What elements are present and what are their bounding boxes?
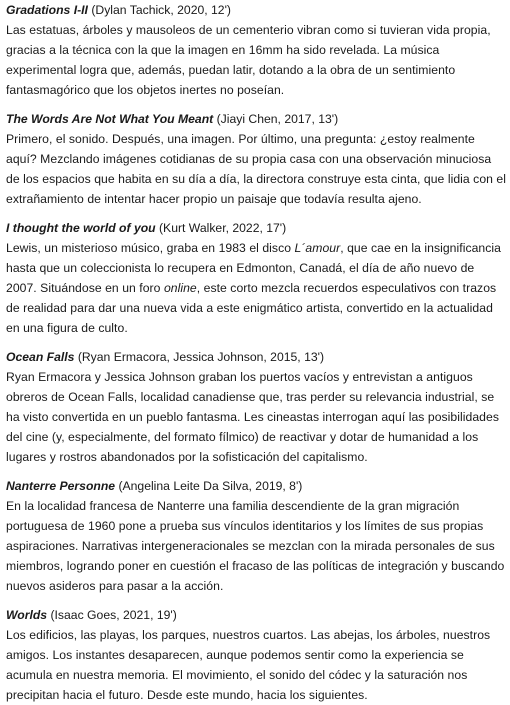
film-entry-nanterre: [6, 478, 506, 596]
film-credit: (Ryan Ermacora, Jessica Johnson, 2015, 13'): [77, 350, 325, 364]
film-heading: [6, 607, 506, 623]
film-credit: (Kurt Walker, 2022, 17'): [159, 221, 287, 235]
film-heading: [6, 111, 506, 127]
film-heading: [6, 349, 506, 365]
film-description: Las estatuas, árboles y mausoleos de un cementerio vibran como si tuvieran vida propia, gracias a la técnica con la que la imagen en 16mm ha sido revelada. La música experimental logra que, además, puedan latir, dotando a la obra de un sentimiento fantasmagórico que los objetos inertes no poseían.: [6, 23, 491, 97]
film-title: Nanterre Personne: [6, 479, 116, 493]
film-title: Ocean Falls: [6, 350, 75, 364]
film-entry-worlds: [6, 607, 506, 705]
film-description: Los edificios, las playas, los parques, nuestros cuartos. Las abejas, los árboles, nuestros amigos. Los instantes desaparecen, aunque podemos sentir como la experiencia se acumula en nuestra memoria. El movimiento, el sonido del códec y la saturación nos precipitan hacia el futuro. Desde este mundo, hacia los siguientes.: [6, 628, 491, 702]
film-entry-i-thought: [6, 220, 506, 338]
film-credit: (Dylan Tachick, 2020, 12'): [91, 3, 231, 17]
description-text: Lewis, un misterioso músico, graba en 1983 el disco: [6, 241, 295, 255]
film-heading: [6, 478, 506, 494]
description-text: , que cae en la insignificancia hasta que un coleccionista lo recupera en Edmonton, Canadá, el día de año nuevo de 2007. Situándose en un foro: [6, 241, 501, 295]
album-title: L´amour: [294, 241, 341, 255]
film-entry-gradations: [6, 2, 506, 100]
film-entry-the-words: [6, 111, 506, 209]
film-title: The Words Are Not What You Meant: [6, 112, 214, 126]
description-text: , este corto mezcla recuerdos especulativos con trazos de realidad para dar una nueva vida a este enigmático artista, convertido en la actualidad en una figura de culto.: [6, 281, 497, 335]
emphasis-word: online: [163, 281, 197, 295]
film-heading: [6, 220, 506, 236]
film-credit: (Jiayi Chen, 2017, 13'): [216, 112, 339, 126]
film-title: I thought the world of you: [6, 221, 156, 235]
film-description: Ryan Ermacora y Jessica Johnson graban los puertos vacíos y entrevistan a antiguos obreros de Ocean Falls, localidad canadiense que, tras perder su relevancia industrial, se ha visto convertida en un pueblo fantasma. Les cineastas interrogan aquí las posibilidades del cine (y, especialmente, del formato fílmico) de reactivar y dotar de humanidad a los lugares y rostros abandonados por la sofisticación del capitalismo.: [6, 370, 499, 464]
film-title: Gradations I-II: [6, 3, 88, 17]
film-credit: (Angelina Leite Da Silva, 2019, 8'): [118, 479, 303, 493]
film-entry-ocean-falls: [6, 349, 506, 467]
film-description: En la localidad francesa de Nanterre una familia descendiente de la gran migración portuguesa de 1960 pone a prueba sus vínculos identitarios y los límites de sus propias aspiraciones. Narrativas intergeneracionales se mezclan con la mirada personales de sus miembros, logrando poner en cuestión el fracaso de las políticas de integración y buscando nuevos asideros para pasar a la acción.: [6, 499, 505, 593]
film-credit: (Isaac Goes, 2021, 19'): [50, 608, 177, 622]
film-title: Worlds: [6, 608, 48, 622]
film-description: [6, 238, 506, 338]
film-description: Primero, el sonido. Después, una imagen. Por último, una pregunta: ¿estoy realmente aquí? Mezclando imágenes cotidianas de su propia casa con una observación minuciosa de los espacios que habita en su día a día, la directora construye esta cinta, que lidia con el extrañamiento de intentar hacer propio un paisaje que todavía resulta ajeno.: [6, 132, 507, 206]
film-heading: [6, 2, 506, 18]
